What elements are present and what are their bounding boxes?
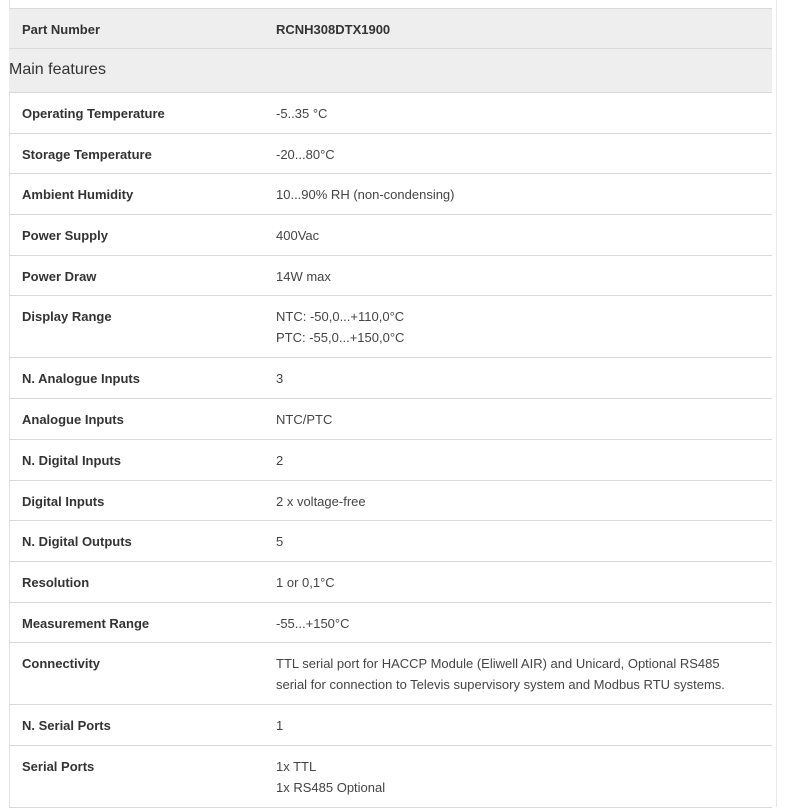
spec-label: Connectivity: [9, 643, 264, 705]
spec-row: [9, 561, 772, 602]
spec-value-line: NTC: -50,0...+110,0°C: [276, 309, 405, 325]
spec-label: Display Range: [9, 296, 264, 358]
spec-value-line: 10...90% RH (non-condensing): [276, 187, 455, 203]
page-edge: [776, 0, 777, 807]
spec-value-line: 2 x voltage-free: [276, 493, 366, 509]
spec-row: [9, 93, 772, 134]
spec-value: [264, 296, 772, 358]
spec-label: N. Serial Ports: [9, 705, 264, 746]
spec-value-line: TTL serial port for HACCP Module (Eliwell AIR) and Unicard, Optional RS485: [276, 656, 720, 672]
spec-value-line: -55...+150°C: [276, 615, 350, 631]
spec-row: [9, 255, 772, 296]
spec-label: Ambient Humidity: [9, 174, 264, 215]
spec-label: N. Digital Outputs: [9, 521, 264, 562]
part-number-row: [9, 9, 772, 49]
spec-value-line: 1x RS485 Optional: [276, 779, 386, 795]
spec-value: [264, 174, 772, 215]
spec-value-line: 14W max: [276, 268, 331, 284]
spec-row: [9, 705, 772, 746]
spec-value: [264, 255, 772, 296]
spec-row: [9, 439, 772, 480]
spec-row: [9, 296, 772, 358]
spec-row: [9, 399, 772, 440]
spec-label: Serial Ports: [9, 745, 264, 807]
spec-value-line: -5..35 °C: [276, 106, 328, 121]
spec-value: [264, 745, 772, 807]
spec-value: [264, 215, 772, 256]
spec-label: Digital Inputs: [9, 480, 264, 521]
spec-value-line: 2: [276, 452, 284, 468]
spec-value-line: 1 or 0,1°C: [276, 574, 335, 590]
spec-value-line: 3: [276, 371, 284, 387]
spec-label: Storage Temperature: [9, 133, 264, 174]
spec-value-line: 1x TTL: [276, 758, 317, 774]
spec-value: [264, 561, 772, 602]
spec-value: [264, 705, 772, 746]
spec-label: N. Analogue Inputs: [9, 358, 264, 399]
spec-row: [9, 643, 772, 705]
spec-value-line: serial for connection to Televis supervisory system and Modbus RTU systems.: [276, 677, 725, 693]
spec-value-line: 5: [276, 534, 284, 550]
spec-value-line: 400Vac: [276, 228, 320, 244]
spec-row: [9, 215, 772, 256]
spec-row: [9, 745, 772, 807]
spec-value: [264, 93, 772, 134]
spec-value-line: NTC/PTC: [276, 412, 333, 428]
spec-row: [9, 602, 772, 643]
spec-label: Operating Temperature: [9, 93, 264, 134]
spec-label: Resolution: [9, 561, 264, 602]
spec-value: [264, 358, 772, 399]
spec-label: Analogue Inputs: [9, 399, 264, 440]
spec-value: [264, 399, 772, 440]
part-number-label: Part Number: [9, 9, 264, 49]
section-header-row: [9, 49, 772, 93]
spec-label: Power Draw: [9, 255, 264, 296]
spec-label: Measurement Range: [9, 602, 264, 643]
part-number-value: RCNH308DTX1900: [264, 9, 772, 49]
spec-value: [264, 133, 772, 174]
spec-row: [9, 174, 772, 215]
spec-value: [264, 643, 772, 705]
spec-row: [9, 480, 772, 521]
spec-value-line: -20...80°C: [276, 146, 335, 162]
section-title: Main features: [9, 49, 772, 93]
spec-value: [264, 602, 772, 643]
spec-label: N. Digital Inputs: [9, 439, 264, 480]
spec-row: [9, 133, 772, 174]
spec-value-line: 1: [276, 718, 284, 734]
spec-row: [9, 521, 772, 562]
spec-table: [9, 8, 772, 808]
spec-value-line: PTC: -55,0...+150,0°C: [276, 330, 405, 346]
spec-value: [264, 521, 772, 562]
spec-value: [264, 439, 772, 480]
spec-row: [9, 358, 772, 399]
spec-value: [264, 480, 772, 521]
spec-label: Power Supply: [9, 215, 264, 256]
